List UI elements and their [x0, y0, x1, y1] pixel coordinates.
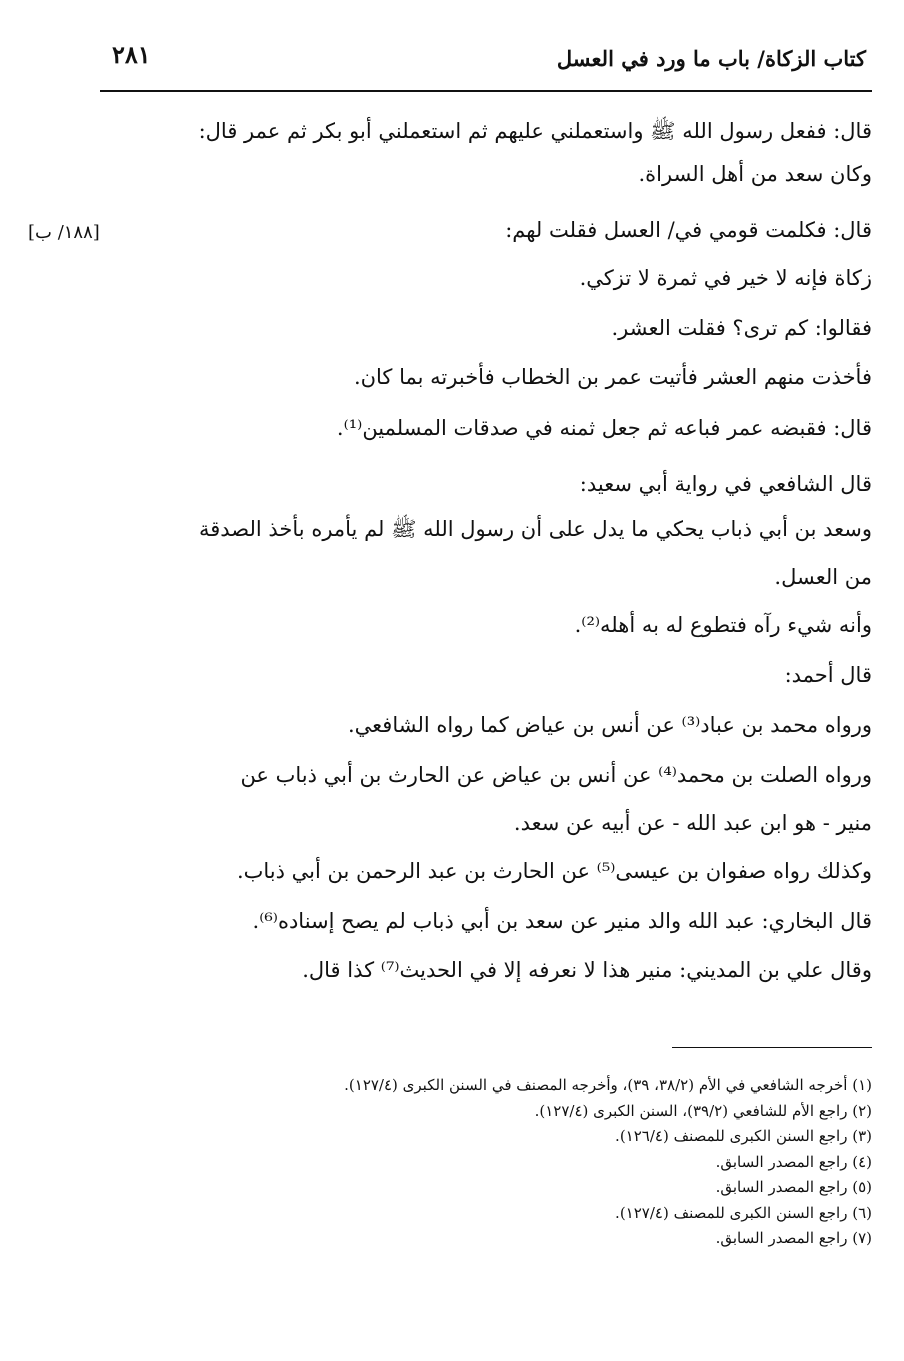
running-title: كتاب الزكاة/ باب ما ورد في العسل	[556, 46, 866, 71]
main-text	[122, 108, 872, 994]
text-line: وسعد بن أبي ذباب يحكي ما يدل على أن رسول الله ﷺ لم يأمره بأخذ الصدقة	[198, 517, 872, 541]
text-line: وأنه شيء رآه فتطوع له به أهله⁽²⁾.	[574, 613, 872, 637]
text-line: فقالوا: كم ترى؟ فقلت العشر.	[611, 316, 872, 340]
text-line: منير - هو ابن عبد الله - عن أبيه عن سعد.	[513, 811, 872, 835]
text-line: وقال علي بن المديني: منير هذا لا نعرفه إلا في الحديث⁽⁷⁾ كذا قال.	[302, 958, 872, 982]
footnote: (٧) راجع المصدر السابق.	[715, 1229, 872, 1247]
footnotes	[112, 1073, 872, 1252]
footnote: (١) أخرجه الشافعي في الأم (٣٨/٢، ٣٩)، وأخرجه المصنف في السنن الكبرى (١٢٧/٤).	[344, 1076, 872, 1094]
page-number: ٢٨١	[112, 40, 151, 69]
text-line: وكان سعد من أهل السراة.	[638, 162, 872, 186]
text-line: فأخذت منهم العشر فأتيت عمر بن الخطاب فأخبرته بما كان.	[353, 365, 872, 389]
text-line: ورواه محمد بن عباد⁽³⁾ عن أنس بن عياض كما رواه الشافعي.	[348, 713, 872, 737]
text-line: قال: فكلمت قومي في/ العسل فقلت لهم:	[505, 218, 872, 242]
text-line: زكاة فإنه لا خير في ثمرة لا تزكي.	[579, 266, 872, 290]
footnote: (٦) راجع السنن الكبرى للمصنف (١٢٧/٤).	[615, 1203, 872, 1222]
footnote: (٤) راجع المصدر السابق.	[715, 1152, 872, 1171]
text-line: وكذلك رواه صفوان بن عيسى⁽⁵⁾ عن الحارث بن عبد الرحمن بن أبي ذباب.	[236, 859, 872, 883]
folio-marker: [١٨٨/ ب]	[28, 222, 100, 243]
text-line: قال الشافعي في رواية أبي سعيد:	[579, 472, 872, 496]
footnote-separator	[672, 1047, 872, 1048]
text-line: ورواه الصلت بن محمد⁽⁴⁾ عن أنس بن عياض عن الحارث بن أبي ذباب عن	[240, 763, 872, 787]
footnote: (٢) راجع الأم للشافعي (٣٩/٢)، السنن الكبرى (١٢٧/٤).	[534, 1101, 872, 1120]
footnote: (٣) راجع السنن الكبرى للمصنف (١٢٦/٤).	[615, 1127, 872, 1145]
text-line: قال البخاري: عبد الله والد منير عن سعد بن أبي ذباب لم يصح إسناده⁽⁶⁾.	[252, 909, 872, 933]
footnote: (٥) راجع المصدر السابق.	[715, 1178, 872, 1196]
text-line: قال: فقبضه عمر فباعه ثم جعل ثمنه في صدقات المسلمين⁽¹⁾.	[336, 416, 872, 440]
text-line: قال: ففعل رسول الله ﷺ واستعملني عليهم ثم استعملني أبو بكر ثم عمر قال:	[198, 119, 872, 143]
text-line: من العسل.	[774, 565, 872, 589]
page-header	[100, 28, 872, 92]
text-line: قال أحمد:	[784, 663, 872, 687]
